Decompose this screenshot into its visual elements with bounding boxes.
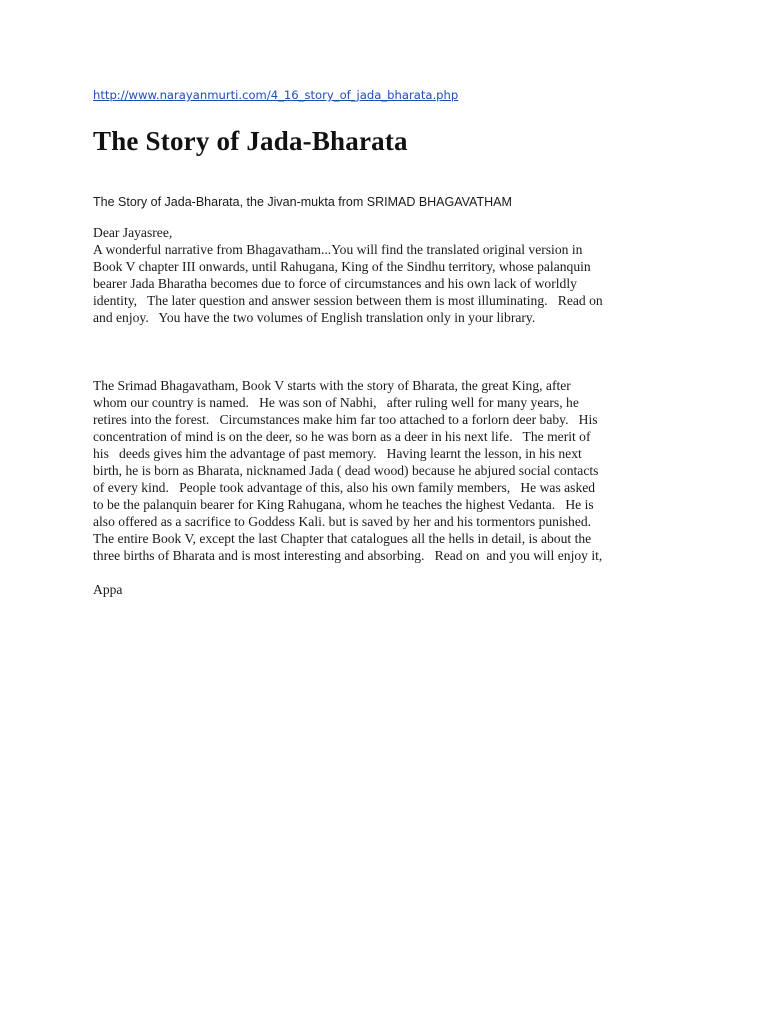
signoff: Appa	[93, 582, 123, 597]
salutation: Dear Jayasree,	[93, 225, 173, 240]
document-subtitle: The Story of Jada-Bharata, the Jivan-mukta from SRIMAD BHAGAVATHAM	[93, 195, 512, 209]
intro-paragraph: A wonderful narrative from Bhagavatham...You will find the translated original version in Book V chapter III onwards, until Rahugana, King of the Sindhu territory, whose palanquin bearer Jada Bharatha becomes due to force of circumstances and his own lack of worldly identity, The later question and answer session between them is most illuminating. Read on and enjoy. You have the two volumes of English translation only in your library.	[93, 242, 603, 325]
source-link[interactable]: http://www.narayanmurti.com/4_16_story_of_jada_bharata.php	[93, 88, 459, 102]
story-paragraph: The Srimad Bhagavatham, Book V starts with the story of Bharata, the great King, after whom our country is named. He was son of Nabhi, after ruling well for many years, he retires into the forest. Circumstances make him far too attached to a forlorn deer baby. His concentration of mind is on the deer, so he was born as a deer in his next life. The merit of his deeds gives him the advantage of past memory. Having learnt the lesson, in his next birth, he is born as Bharata, nicknamed Jada ( dead wood) because he abjured social contacts of every kind. People took advantage of this, also his own family members, He was asked to be the palanquin bearer for King Rahugana, whom he teaches the highest Vedanta. He is also offered as a sacrifice to Goddess Kali. but is saved by her and his tormentors punished. The entire Book V, except the last Chapter that catalogues all the hells in detail, is about the three births of Bharata and is most interesting and absorbing. Read on and you will enjoy it,	[93, 378, 603, 563]
page-title: The Story of Jada-Bharata	[93, 126, 408, 156]
